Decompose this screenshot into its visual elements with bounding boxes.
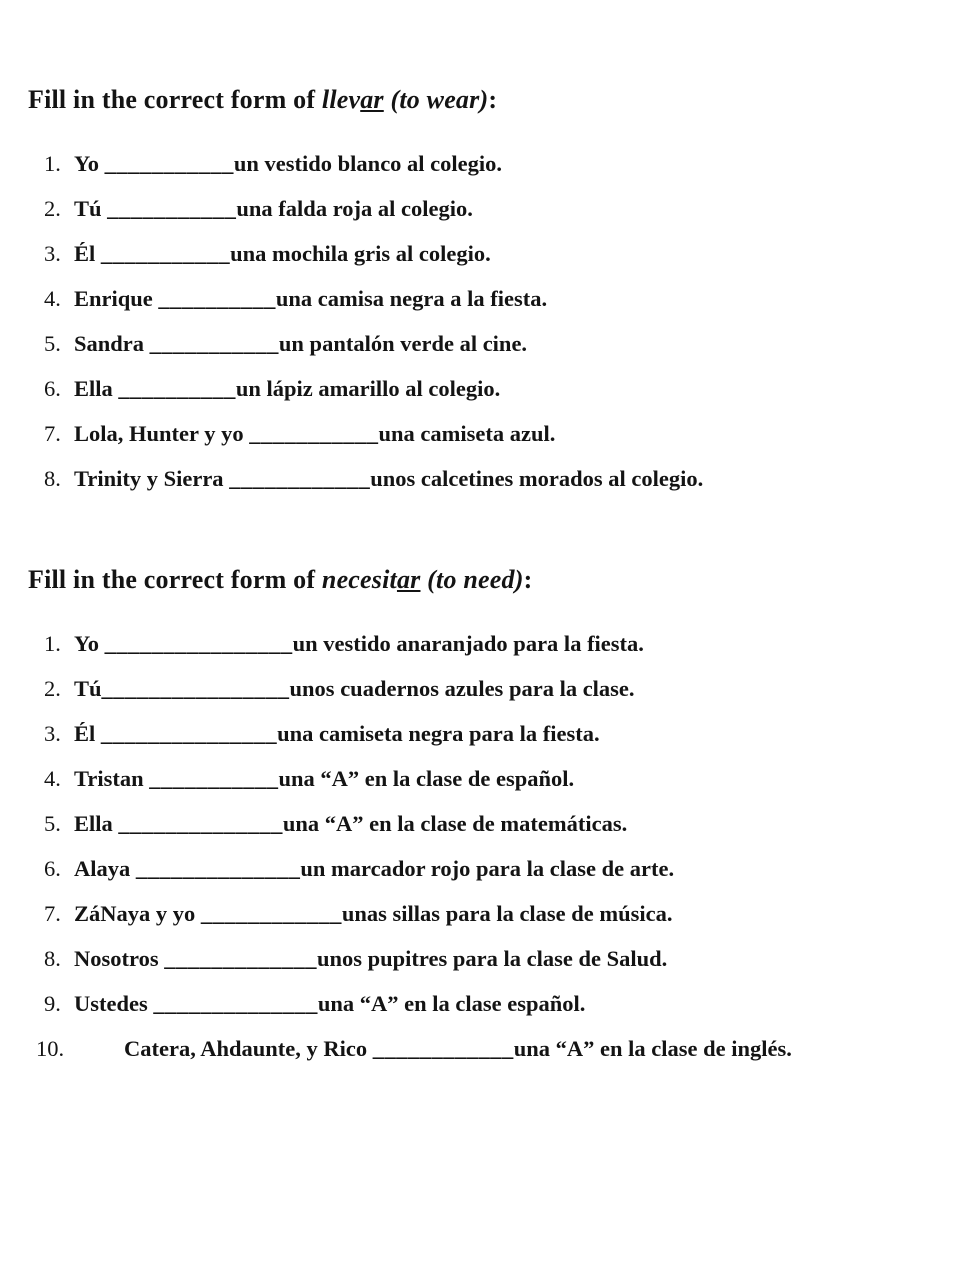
verb-gloss: (to wear): [383, 85, 489, 114]
worksheet-item: [44, 711, 949, 756]
item-subject: Tú: [74, 676, 102, 701]
section-heading: [28, 85, 949, 115]
worksheet-item: [44, 756, 949, 801]
item-text: unas sillas para la clase de música.: [341, 901, 673, 926]
heading-prefix: Fill in the correct form of: [28, 565, 322, 594]
worksheet-item: [44, 936, 949, 981]
item-text: un marcador rojo para la clase de arte.: [300, 856, 675, 881]
item-subject: Él: [74, 241, 101, 266]
fill-in-blank: _______________: [100, 721, 278, 746]
fill-in-blank: ___________: [149, 331, 279, 356]
worksheet-item: [44, 321, 949, 366]
fill-in-blank: ___________: [107, 196, 237, 221]
section-heading: [28, 565, 949, 595]
item-number: 4.: [44, 766, 61, 791]
fill-in-blank: ______________: [153, 991, 318, 1016]
item-number: 10.: [36, 1036, 65, 1061]
item-number: 3.: [44, 241, 61, 266]
item-text: una “A” en la clase de español.: [278, 766, 575, 791]
item-text: unos pupitres para la clase de Salud.: [316, 946, 668, 971]
item-text: una mochila gris al colegio.: [230, 241, 491, 266]
item-subject: ZáNaya y yo: [74, 901, 201, 926]
item-list: [36, 621, 949, 1071]
item-subject: Trinity y Sierra: [74, 466, 230, 491]
worksheet-item: [44, 231, 949, 276]
item-number: 2.: [44, 676, 61, 701]
item-subject: Tú: [74, 196, 108, 221]
item-text: una “A” en la clase de matemáticas.: [282, 811, 628, 836]
heading-colon: :: [488, 85, 498, 114]
item-subject: Lola, Hunter y yo: [74, 421, 250, 446]
item-text: una “A” en la clase de inglés.: [513, 1036, 792, 1061]
item-subject: Ustedes: [74, 991, 154, 1016]
heading-prefix: Fill in the correct form of: [28, 85, 322, 114]
item-number: 9.: [44, 991, 61, 1016]
worksheet-item: [44, 801, 949, 846]
section-llevar: [28, 85, 949, 501]
item-text: una “A” en la clase español.: [317, 991, 586, 1016]
item-subject: Catera, Ahdaunte, y Rico: [124, 1036, 373, 1061]
item-text: un vestido anaranjado para la fiesta.: [292, 631, 644, 656]
item-subject: Yo: [74, 631, 105, 656]
verb-stem: llev: [321, 85, 361, 114]
fill-in-blank: __________: [118, 376, 236, 401]
item-subject: Sandra: [74, 331, 150, 356]
verb-necesitar: [322, 565, 524, 594]
fill-in-blank: ___________: [104, 151, 234, 176]
item-number: 7.: [44, 901, 61, 926]
item-subject: Nosotros: [74, 946, 165, 971]
item-list: [44, 141, 949, 501]
fill-in-blank: ____________: [372, 1036, 514, 1061]
fill-in-blank: ___________: [249, 421, 379, 446]
verb-stem: necesit: [321, 565, 397, 594]
verb-llevar: [322, 85, 488, 114]
item-number: 6.: [44, 856, 61, 881]
item-subject: Ella: [74, 376, 119, 401]
item-number: 6.: [44, 376, 61, 401]
item-number: 8.: [44, 946, 61, 971]
item-number: 1.: [44, 631, 61, 656]
item-number: 7.: [44, 421, 61, 446]
item-subject: Ella: [74, 811, 119, 836]
section-necesitar: [28, 565, 949, 1071]
fill-in-blank: ____________: [200, 901, 342, 926]
item-subject: Yo: [74, 151, 105, 176]
worksheet-item: [44, 846, 949, 891]
worksheet-item: [44, 981, 949, 1026]
item-subject: Alaya: [74, 856, 136, 881]
worksheet-item: [44, 141, 949, 186]
item-text: un lápiz amarillo al colegio.: [235, 376, 501, 401]
fill-in-blank: ___________: [100, 241, 231, 266]
verb-ending-underlined: ar: [396, 565, 421, 594]
item-text: un pantalón verde al cine.: [278, 331, 528, 356]
item-subject: Él: [74, 721, 101, 746]
item-subject: Tristan: [74, 766, 150, 791]
item-number: 8.: [44, 466, 61, 491]
item-text: unos cuadernos azules para la clase.: [289, 676, 635, 701]
item-number: 5.: [44, 811, 61, 836]
item-number: 2.: [44, 196, 61, 221]
worksheet-item: [44, 366, 949, 411]
item-text: una camiseta azul.: [378, 421, 556, 446]
item-number: 5.: [44, 331, 61, 356]
verb-ending-underlined: ar: [360, 85, 384, 114]
heading-colon: :: [523, 565, 533, 594]
fill-in-blank: ___________: [149, 766, 279, 791]
item-text: una falda roja al colegio.: [236, 196, 473, 221]
worksheet-item: [44, 276, 949, 321]
fill-in-blank: ________________: [104, 631, 293, 656]
worksheet-item: [44, 186, 949, 231]
fill-in-blank: ____________: [229, 466, 371, 491]
fill-in-blank: ________________: [101, 676, 290, 701]
item-text: una camiseta negra para la fiesta.: [277, 721, 600, 746]
verb-gloss: (to need): [420, 565, 524, 594]
worksheet-item: [44, 411, 949, 456]
fill-in-blank: ______________: [135, 856, 301, 881]
item-subject: Enrique: [74, 286, 159, 311]
worksheet-item: [44, 456, 949, 501]
item-text: un vestido blanco al colegio.: [233, 151, 503, 176]
item-number: 4.: [44, 286, 61, 311]
item-number: 3.: [44, 721, 61, 746]
item-text: unos calcetines morados al colegio.: [370, 466, 704, 491]
item-text: una camisa negra a la fiesta.: [275, 286, 548, 311]
worksheet-item: [44, 666, 949, 711]
item-number: 1.: [44, 151, 61, 176]
worksheet-item: [44, 621, 949, 666]
fill-in-blank: _____________: [164, 946, 317, 971]
fill-in-blank: __________: [158, 286, 276, 311]
worksheet-item: [44, 891, 949, 936]
worksheet-item: [36, 1026, 949, 1071]
fill-in-blank: ______________: [118, 811, 283, 836]
